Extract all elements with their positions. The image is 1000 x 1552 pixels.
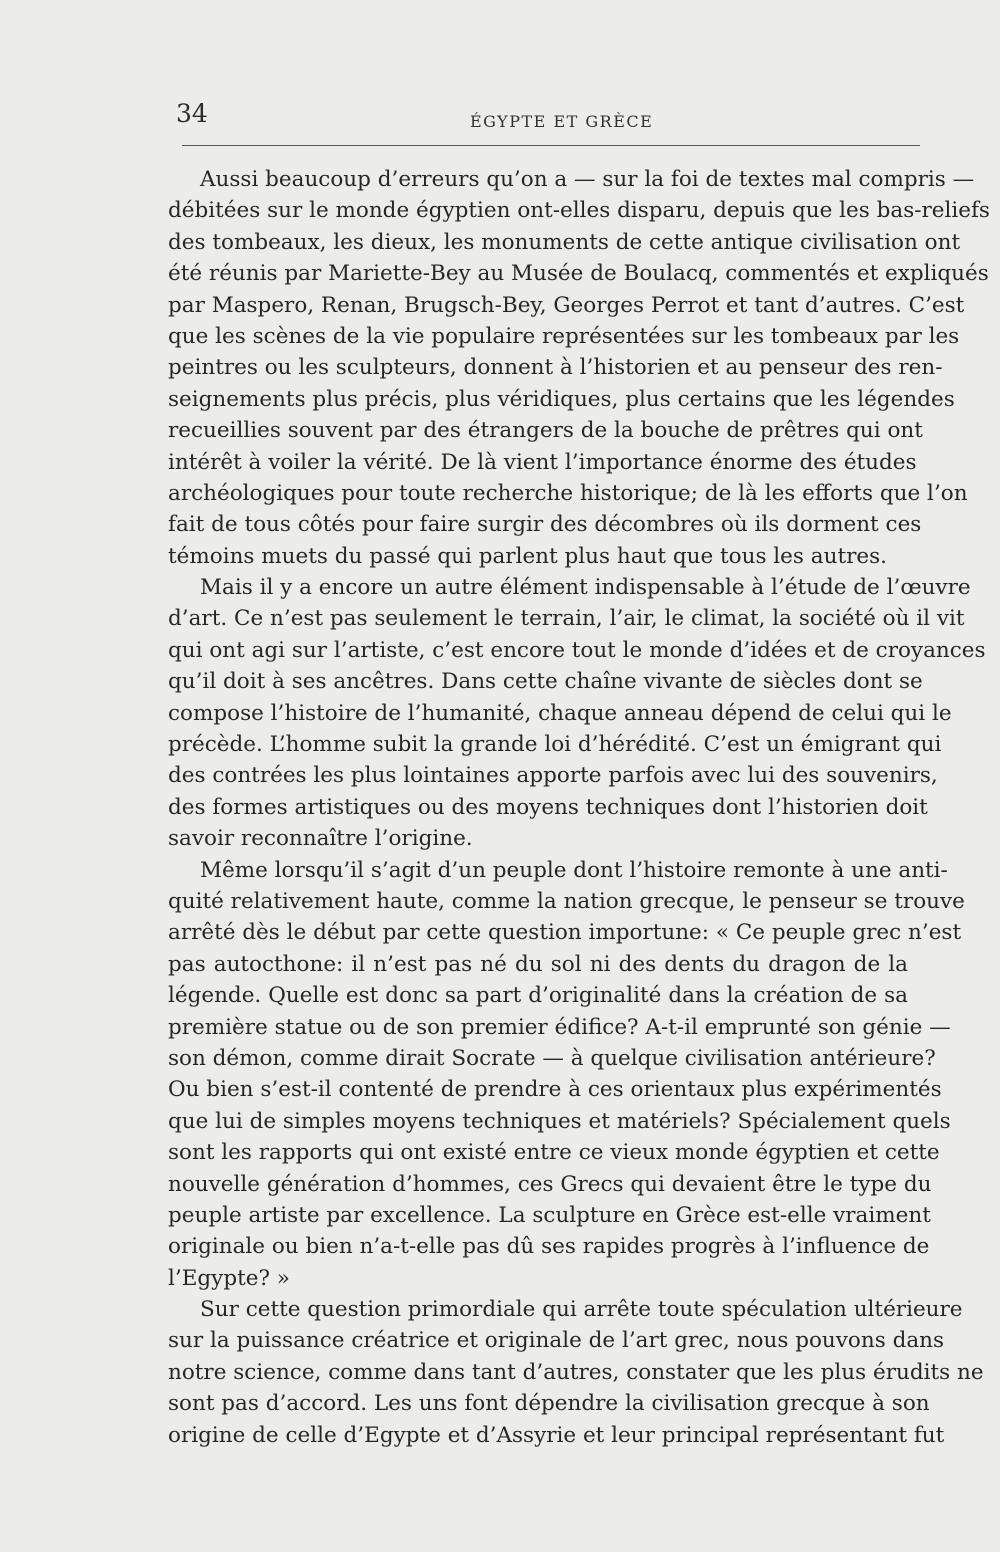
text-line: notre science, comme dans tant d’autres, constater que les plus érudits ne [168,1359,984,1385]
text-line: origine de celle d’Egypte et d’Assyrie et leur principal représentant fut [168,1422,945,1448]
text-line: que lui de simples moyens techniques et matériels? Spécialement quels [168,1108,951,1134]
text-line: débitées sur le monde égyptien ont-elles disparu, depuis que les bas-reliefs [168,198,990,224]
text-line: fait de tous côtés pour faire surgir des décombres où ils dorment ces [168,512,922,538]
text-line: peintres ou les sculpteurs, donnent à l’historien et au penseur des ren- [168,355,943,381]
text-line: originale ou bien n’a-t-elle pas dû ses rapides progrès à l’influence de [168,1234,930,1260]
text-line: sont les rapports qui ont existé entre ce vieux monde égyptien et cette [168,1140,940,1166]
text-line: recueillies souvent par des étrangers de la bouche de prêtres qui ont [168,418,923,444]
text-line: intérêt à voiler la vérité. De là vient l’importance énorme des études [168,449,917,475]
page-number: 34 [176,99,208,128]
text-line: des tombeaux, les dieux, les monuments de cette antique civilisation ont [168,229,961,255]
text-line: Sur cette question primordiale qui arrête toute spéculation ultérieure [200,1297,963,1323]
text-line: des formes artistiques ou des moyens techniques dont l’historien doit [168,794,928,820]
text-line: archéologiques pour toute recherche historique; de là les efforts que l’on [168,480,968,506]
text-line: Aussi beaucoup d’erreurs qu’on a — sur la foi de textes mal compris — [200,167,975,192]
text-line: savoir reconnaître l’origine. [168,826,473,852]
body-text [168,164,990,1451]
text-line: Même lorsqu’il s’agit d’un peuple dont l’histoire remonte à une anti- [200,857,948,883]
text-line: été réunis par Mariette-Bey au Musée de Boulacq, commentés et expliqués [168,261,989,287]
text-line: Ou bien s’est-il contenté de prendre à ces orientaux plus expérimentés [168,1077,942,1103]
text-line: sont pas d’accord. Les uns font dépendre la civilisation grecque à son [168,1391,930,1417]
text-line: son démon, comme dirait Socrate — à quelque civilisation antérieure? [168,1045,936,1071]
text-line: peuple artiste par excellence. La sculpture en Grèce est-elle vraiment [168,1202,931,1228]
text-line: témoins muets du passé qui parlent plus haut que tous les autres. [168,543,887,569]
text-line: sur la puissance créatrice et originale de l’art grec, nous pouvons dans [168,1328,945,1354]
text-line: compose l’histoire de l’humanité, chaque anneau dépend de celui qui le [168,700,952,726]
text-line: pas autocthone: il n’est pas né du sol ni des dents du dragon de la [168,951,908,977]
text-line: des contrées les plus lointaines apporte parfois avec lui des souvenirs, [168,763,938,789]
text-line: qu’il doit à ses ancêtres. Dans cette chaîne vivante de siècles dont se [168,669,923,695]
text-line: que les scènes de la vie populaire représentées sur les tombeaux par les [168,323,960,349]
running-title: ÉGYPTE ET GRÈCE [470,112,654,131]
header-rule [182,145,920,146]
page-header [0,0,1000,160]
text-line: par Maspero, Renan, Brugsch-Bey, Georges Perrot et tant d’autres. C’est [168,292,965,318]
text-line: d’art. Ce n’est pas seulement le terrain, l’air, le climat, la société où il vit [168,606,965,632]
text-line: arrêté dès le début par cette question importune: « Ce peuple grec n’est [168,920,962,946]
text-line: qui ont agi sur l’artiste, c’est encore tout le monde d’idées et de croyances [168,637,986,663]
text-line: première statue ou de son premier édifice? A-t-il emprunté son génie — [168,1014,951,1040]
text-line: quité relativement haute, comme la nation grecque, le penseur se trouve [168,888,965,914]
text-line: précède. L’homme subit la grande loi d’hérédité. C’est un émigrant qui [168,732,942,758]
text-line: Mais il y a encore un autre élément indispensable à l’étude de l’œuvre [200,575,971,601]
text-line: l’Egypte? » [168,1265,290,1291]
text-line: légende. Quelle est donc sa part d’originalité dans la création de sa [168,983,908,1009]
text-line: seignements plus précis, plus véridiques, plus certains que les légendes [168,386,955,412]
text-line: nouvelle génération d’hommes, ces Grecs qui devaient être le type du [168,1171,932,1197]
